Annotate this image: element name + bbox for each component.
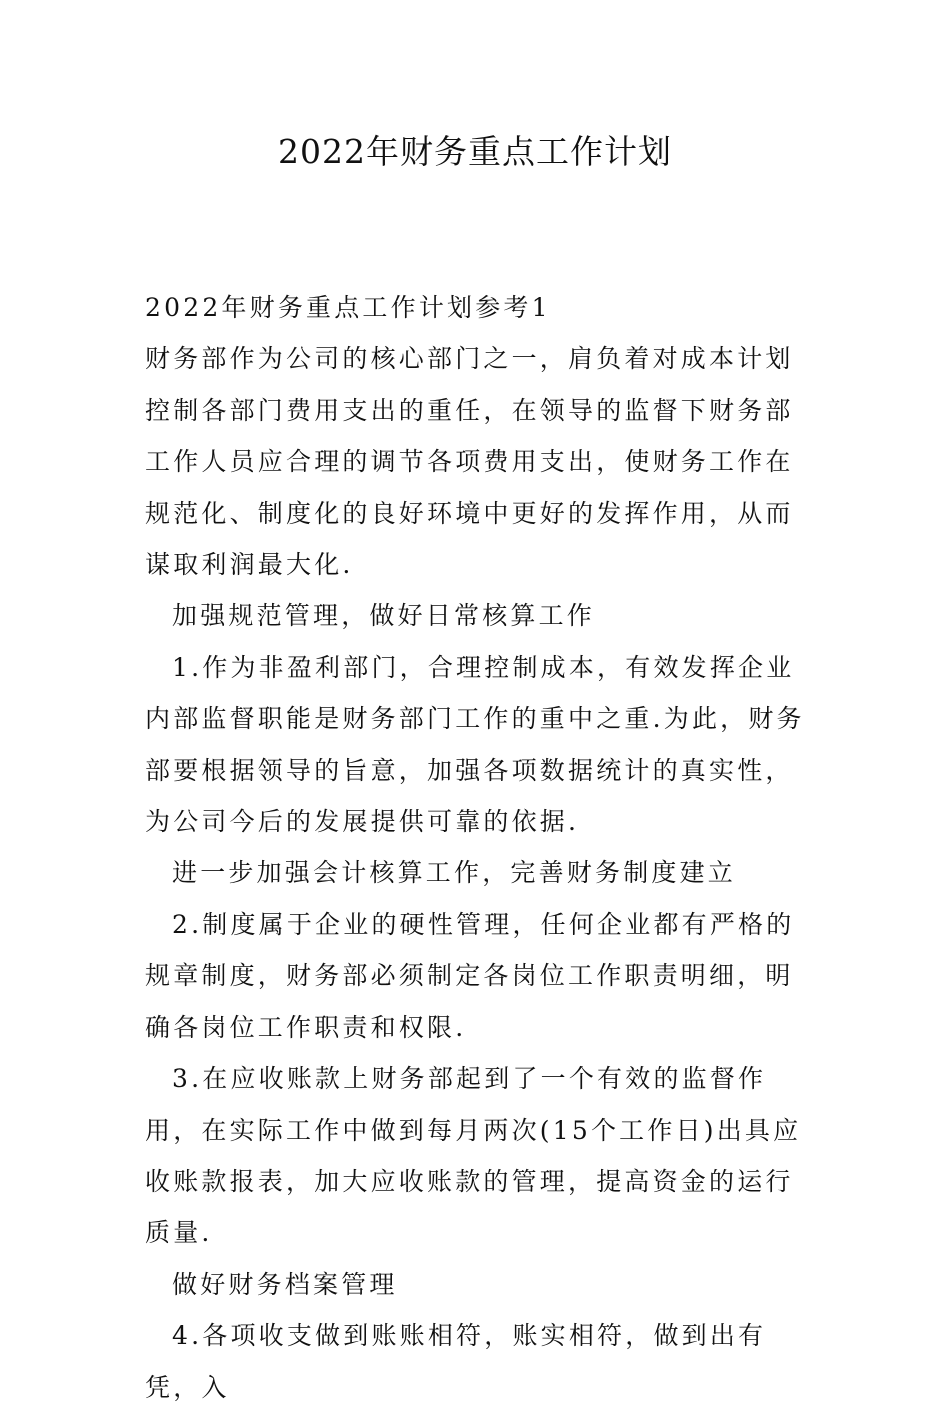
paragraph-item-2: 2.制度属于企业的硬性管理，任何企业都有严格的规章制度，财务部必须制定各岗位工作职责明细，明确各岗位工作职责和权限.: [145, 909, 795, 1042]
paragraph-item-1: 1.作为非盈利部门，合理控制成本，有效发挥企业内部监督职能是财务部门工作的重中之重.为此，财务部要根据领导的旨意，加强各项数据统计的真实性，为公司今后的发展提供可靠的依据.: [145, 652, 805, 837]
subheading-standard-management: 加强规范管理，做好日常核算工作: [172, 601, 596, 631]
section-heading: 2022年财务重点工作计划参考1: [145, 293, 551, 322]
document-body: [145, 282, 810, 1413]
document-title: 2022年财务重点工作计划: [278, 132, 672, 171]
subheading-archive-management: 做好财务档案管理: [172, 1269, 398, 1299]
intro-paragraph: 财务部作为公司的核心部门之一，肩负着对成本计划控制各部门费用支出的重任，在领导的监督下财务部工作人员应合理的调节各项费用支出，使财务工作在规范化、制度化的良好环境中更好的发挥作用，从而谋取利润最大化.: [145, 344, 794, 580]
paragraph-item-4: 4.各项收支做到账账相符，账实相符，做到出有凭，入: [145, 1321, 767, 1402]
subheading-accounting: 进一步加强会计核算工作，完善财务制度建立: [172, 858, 737, 888]
paragraph-item-3: 3.在应收账款上财务部起到了一个有效的监督作用，在实际工作中做到每月两次(15个工作日)出具应收账款报表，加大应收账款的管理，提高资金的运行质量.: [145, 1064, 802, 1248]
